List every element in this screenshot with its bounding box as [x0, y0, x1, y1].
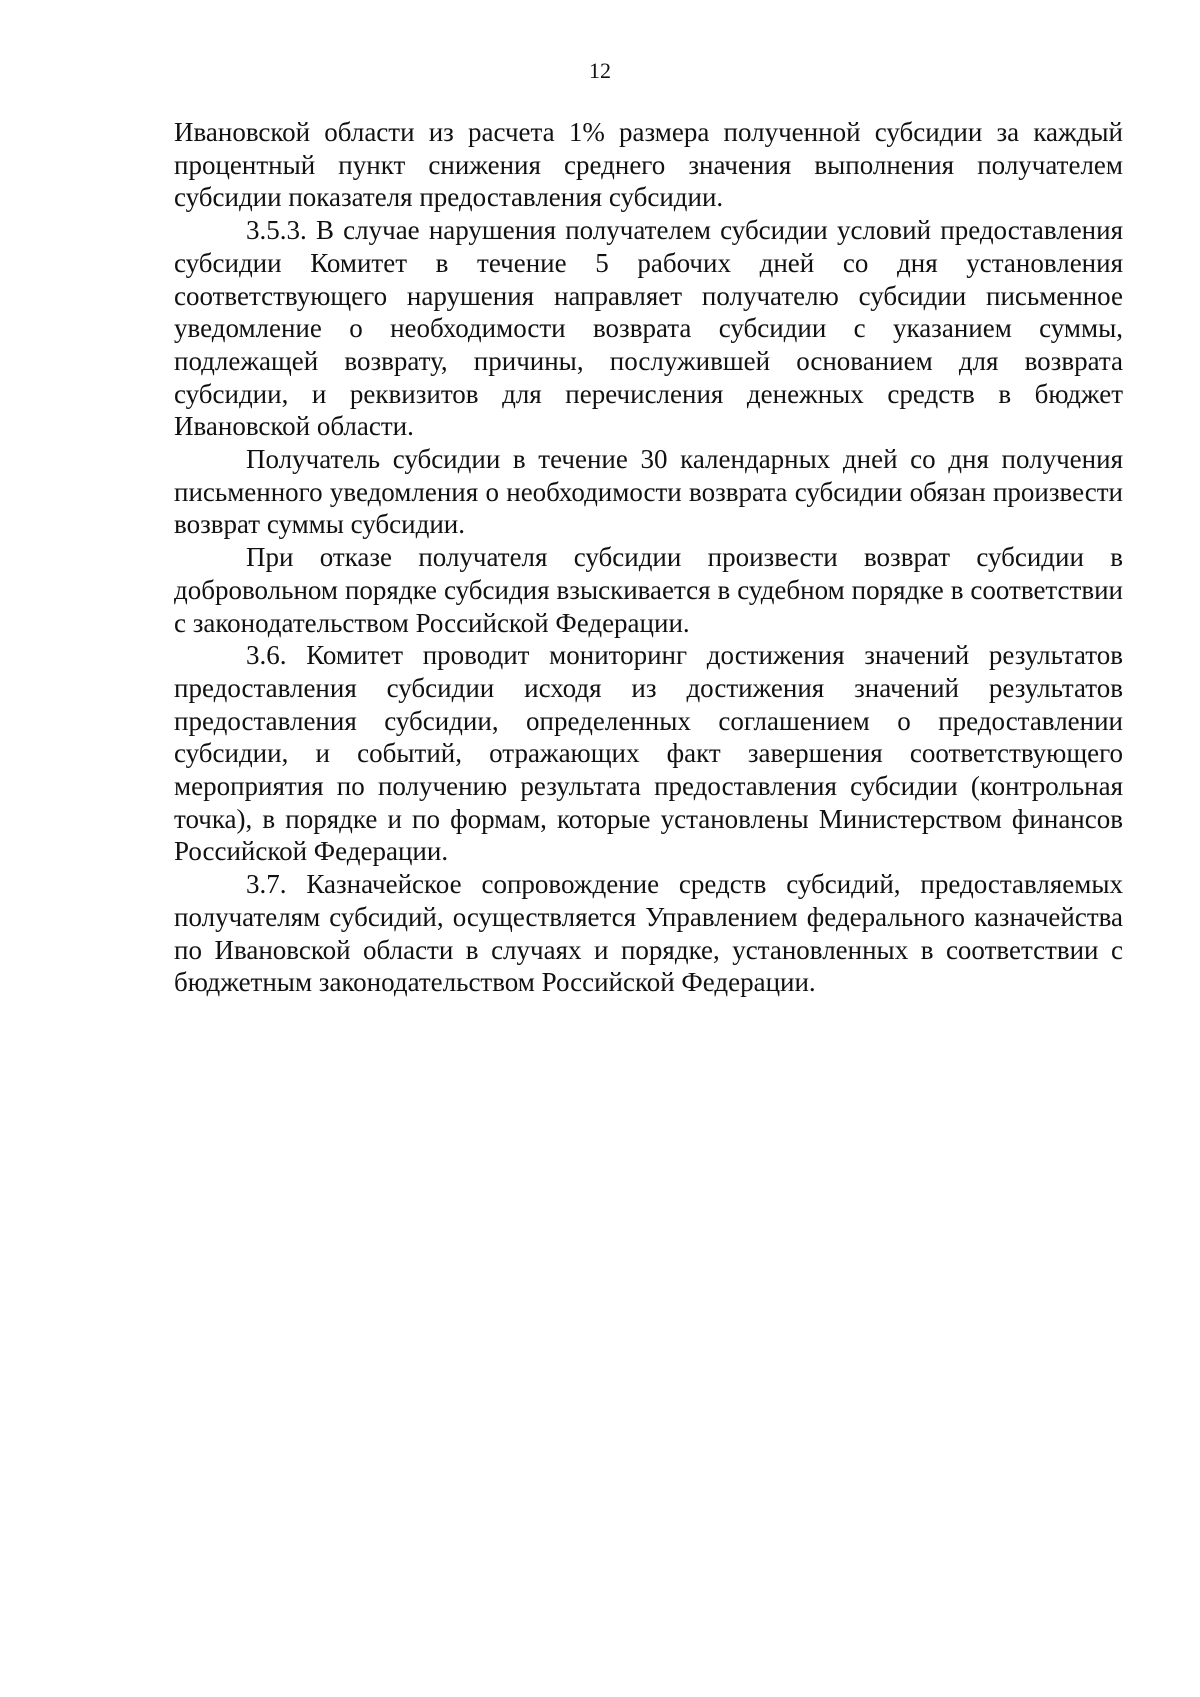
- paragraph-3-6: 3.6. Комитет проводит мониторинг достижения значений результатов предоставления субсидии исходя из достижения значений результатов предоставления субсидии, определенных соглашением о предоставлении субсидии, и событий, отражающих факт завершения соответствующего мероприятия по получению результата предоставления субсидии (контрольная точка), в порядке и по формам, которые установлены Министерством финансов Российской Федерации.: [174, 640, 1123, 867]
- paragraph-return-deadline: Получатель субсидии в течение 30 календарных дней со дня получения письменного уведомления о необходимости возврата субсидии обязан произвести возврат суммы субсидии.: [174, 444, 1123, 540]
- paragraph-continuation: Ивановской области из расчета 1% размера полученной субсидии за каждый процентный пункт снижения среднего значения выполнения получателем субсидии показателя предоставления субсидии.: [174, 117, 1123, 213]
- paragraph-court-recovery: При отказе получателя субсидии произвести возврат субсидии в добровольном порядке субсидия взыскивается в судебном порядке в соответствии с законодательством Российской Федерации.: [174, 542, 1123, 638]
- paragraph-3-5-3: 3.5.3. В случае нарушения получателем субсидии условий предоставления субсидии Комитет в течение 5 рабочих дней со дня установления соответствующего нарушения направляет получателю субсидии письменное уведомление о необходимости возврата субсидии с указанием суммы, подлежащей возврату, причины, послужившей основанием для возврата субсидии, и реквизитов для перечисления денежных средств в бюджет Ивановской области.: [174, 215, 1123, 442]
- document-body: [174, 116, 1123, 999]
- paragraph-3-7: 3.7. Казначейское сопровождение средств субсидий, предоставляемых получателям субсидий, осуществляется Управлением федерального казначейства по Ивановской области в случаях и порядке, установленных в соответствии с бюджетным законодательством Российской Федерации.: [174, 869, 1123, 998]
- page-number: 12: [589, 58, 611, 83]
